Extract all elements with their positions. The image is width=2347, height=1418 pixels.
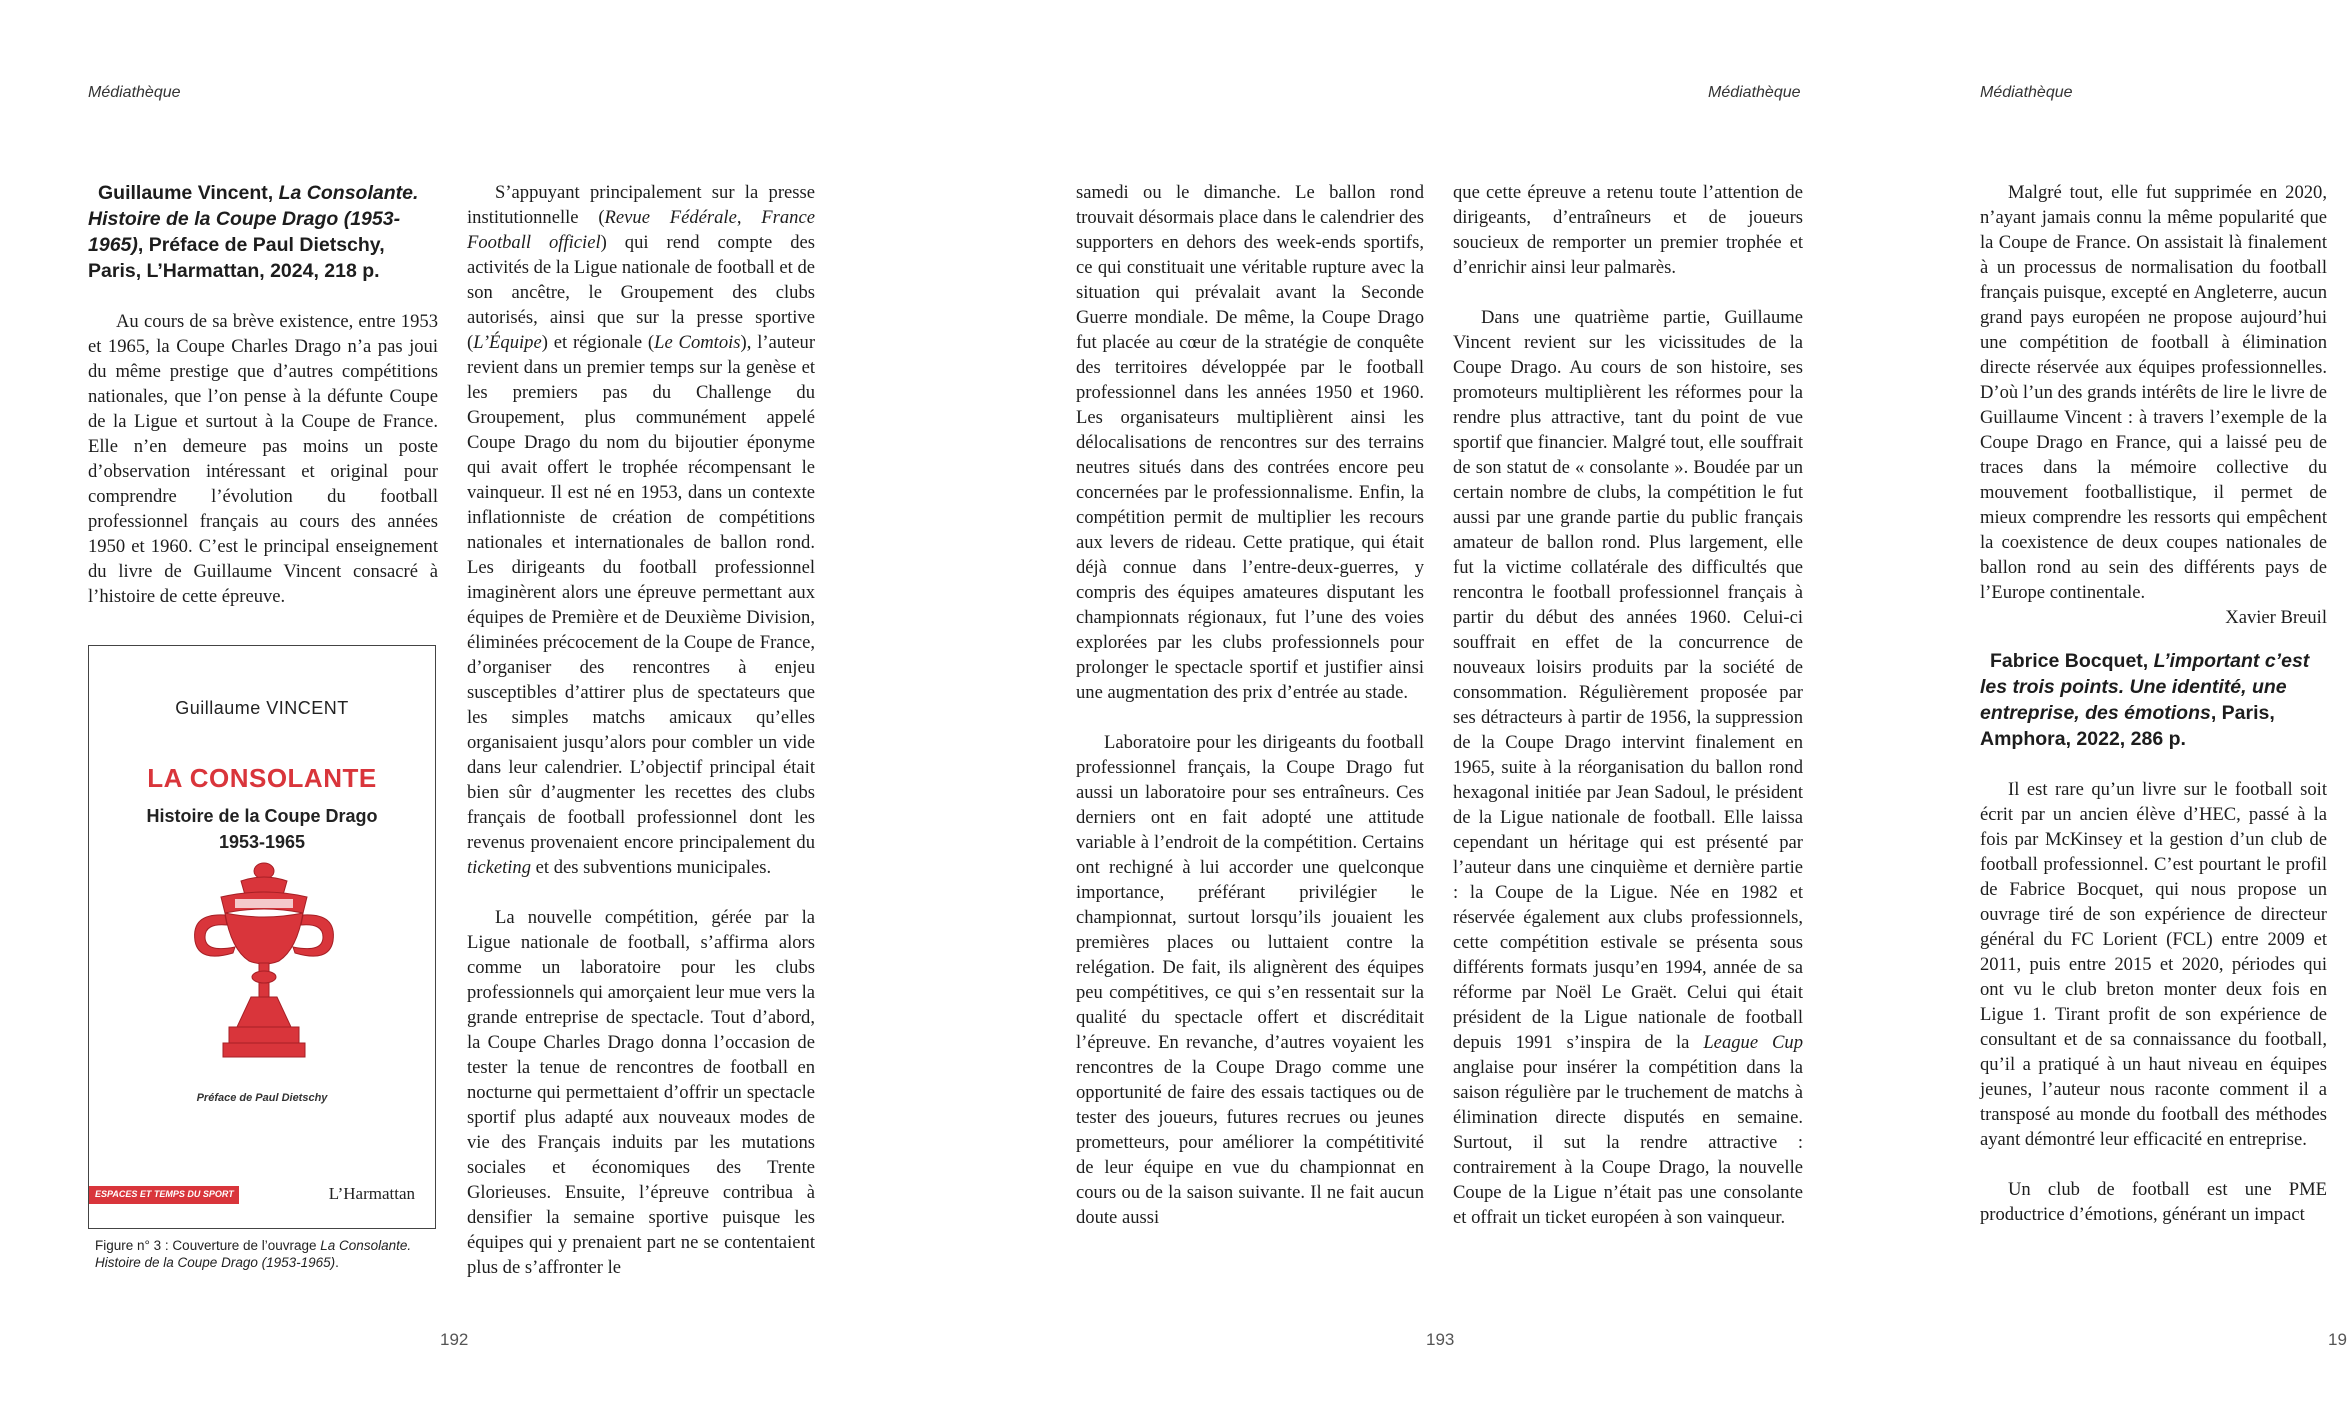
text-run-italic: L’Équipe (473, 332, 542, 353)
paragraph (467, 180, 815, 880)
paragraph: La nouvelle compétition, gérée par la Ligue nationale de football, s’affirma alors comme un laboratoire pour les clubs professionnels qui amorçaient leur mue vers la grande entreprise de spectacle. Tout d’abord, la Coupe Charles Drago donna l’occasion de tester la tenue de rencontres de football en nocturne qui permettaient d’offrir un spectacle sportif plus adapté aux nouveaux modes de vie des Français induits par les mutations sociales et économiques des Trente Glorieuses. Ensuite, l’épreuve contribua à densifier la semaine sportive puisque les équipes qui y prenaient part ne se contentaient plus de s’affronter le (467, 907, 815, 1278)
cover-subtitle (89, 803, 435, 855)
review-book-title: L’important c’est les trois points. Une identité, une entreprise, des émotions (1980, 650, 2310, 724)
text-run: ) et régionale ( (541, 332, 655, 353)
text-run: Dans une quatrième partie, Guillaume Vincent revient sur les vicissitudes de la Coupe Drago. Au cours de son histoire, ses promoteurs multiplièrent les réformes pour la rendre plus attractive, tant du point de vue sportif que financier. Malgré tout, elle souffrait de son statut de « consolante ». Boudée par un certain nombre de clubs, la compétition le fut aussi par une grande partie du public français amateur de ballon rond. Plus largement, elle fut la victime collatérale des difficultés que rencontra le football professionnel français à partir du début des années 1960. Celui-ci souffrait en effet de la concurrence de nouveaux loisirs produits par la société de consommation. Régulièrement proposée par ses détracteurs à partir de 1956, la suppression de la Coupe Drago intervint finalement en 1965, suite à la réorganisation du ballon rond hexagonal initiée par Jean Sadoul, le président de la Ligue nationale de football. Elle laissa cependant un héritage qui est présenté par l’auteur dans une cinquième et dernière partie : la Coupe de la Ligue. Née en 1982 et réservée également aux clubs professionnels, cette compétition estivale se présenta sous différents formats jusqu’en 1994, année de sa réforme par Noël Le Graët. Celui qui était président de la Ligue nationale de football depuis 1991 s’inspira de la (1453, 307, 1803, 1053)
cover-collection-label: ESPACES ET TEMPS DU SPORT (95, 1189, 234, 1199)
cover-collection-band (89, 1186, 239, 1204)
text-run-italic: League Cup (1703, 1032, 1803, 1053)
text-run: , (736, 207, 762, 228)
review-heading-2 (1980, 648, 2327, 752)
review-signature: Xavier Breuil (2225, 607, 2327, 628)
page-number-right: 19 (2328, 1330, 2347, 1349)
paragraph: que cette épreuve a retenu toute l’attention de dirigeants, d’entraîneurs et de joueurs soucieux de remporter un premier trophée et d’enrichir ainsi leur palmarès. (1453, 182, 1803, 278)
text-run: anglaise pour insérer la compétition dans la saison régulière par le truchement de matchs à élimination directe disputés en semaine. Surtout, il sut la rendre attractive : contrairement à la Coupe Drago, la nouvelle Coupe de la Ligue n’était pas une consolante et offrait un ticket européen à son vainqueur. (1453, 1057, 1803, 1228)
caption-prefix: Figure n° 3 : Couverture de l’ouvrage (95, 1238, 321, 1253)
paragraph: Malgré tout, elle fut supprimée en 2020, n’ayant jamais connu la même popularité que la Coupe de France. On assistait là finalement à un processus de normalisation du football français puisque, excepté en Angleterre, aucun grand pays européen ne propose aujourd’hui une compétition de football à élimination directe réservée aux équipes professionnelles. D’où l’un des grands intérêts de lire le livre de Guillaume Vincent : à travers l’exemple de la Coupe Drago en France, qui a laissé peu de traces dans la mémoire collective du mouvement footballistique, il permet de mieux comprendre les ressorts qui empêchent la coexistence de deux coupes nationales de ballon rond au sein des différents pays de l’Europe continentale. (1980, 182, 2327, 603)
paragraph: Au cours de sa brève existence, entre 1953 et 1965, la Coupe Charles Drago n’a pas joui du même prestige que d’autres compétitions nationales, que l’on pense à la défunte Coupe de la Ligue et surtout à la Coupe de France. Elle n’en demeure pas moins un poste d’observation intéressant et original pour comprendre l’évolution du football professionnel français au cours des années 1950 et 1960. C’est le principal enseignement du livre de Guillaume Vincent consacré à l’histoire de cette épreuve. (88, 311, 438, 607)
review-book-title: La Consolante. Histoire de la Coupe Drago (1953-1965) (88, 182, 419, 256)
cover-author: Guillaume VINCENT (175, 698, 349, 718)
cover-preface: Préface de Paul Dietschy (196, 1092, 328, 1104)
figure-caption (95, 1237, 445, 1271)
trophy-illustration (179, 851, 349, 1086)
running-header-left: Médiathèque (88, 84, 181, 101)
review-details: , Paris, Amphora, 2022, 286 p. (1980, 702, 2275, 750)
column-2 (467, 180, 815, 1280)
cover-title: LA CONSOLANTE (147, 763, 377, 793)
text-run-italic: Le Comtois (654, 332, 741, 353)
text-run-italic: Revue Fédérale (604, 207, 737, 228)
column-1 (88, 180, 438, 609)
cover-subtitle-years: 1953-1965 (218, 832, 306, 852)
paragraph: Il est rare qu’un livre sur le football soit écrit par un ancien élève d’HEC, passé à la fois par McKinsey et la gestion d’un club de football professionnel. C’est pourtant le profil de Fabrice Bocquet, qui nous propose un ouvrage tiré de son expérience de directeur général du FC Lorient (FCL) entre 2009 et 2011, puis entre 2015 et 2020, périodes qui ont vu le club breton monter deux fois en Ligue 1. Tirant profit de son expérience de consultant et de sa connaissance du football, qu’il a pratiqué à un haut niveau en équipes jeunes, l’auteur nous raconte comment il a transposé au monde du football des méthodes ayant démontré leur efficacité en entreprise. (1980, 779, 2327, 1150)
column-4 (1453, 180, 1803, 1230)
paragraph: Un club de football est une PME productrice d’émotions, générant un impact (1980, 1179, 2327, 1225)
review-author: Guillaume Vincent, (98, 182, 279, 204)
text-run: S’appuyant principalement sur la presse institutionnelle ( (467, 182, 815, 228)
paragraph: Laboratoire pour les dirigeants du football professionnel français, la Coupe Drago fut aussi un laboratoire pour ses entraîneurs. Ces derniers ont en fait adopté une attitude variable à l’endroit de la compétition. Certains ont rechigné à lui accorder une quelconque importance, préférant privilégier le championnat, surtout lorsqu’ils jouaient les premières places ou luttaient contre la relégation. De fait, ils alignèrent des équipes peu compétitives, ce qui s’en ressentait sur la qualité du spectacle offert et discréditait l’épreuve. En revanche, d’autres voyaient les rencontres de la Coupe Drago comme une opportunité de faire des essais tactiques ou de tester des joueurs, futures recrues ou jeunes prometteurs, pour améliorer la compétitivité de leur équipe en vue du championnat en cours ou de la saison suivante. Il ne fait aucun doute aussi (1076, 732, 1424, 1228)
text-run: ) qui rend compte des activités de la Ligue nationale de football et de son ancêtre, le Groupement des clubs autorisés, ainsi que sur la presse sportive ( (467, 232, 815, 353)
column-3 (1076, 180, 1424, 1230)
running-header-right: Médiathèque (1980, 84, 2073, 101)
page-number-left: 192 (440, 1330, 469, 1349)
paragraph: samedi ou le dimanche. Le ballon rond trouvait désormais place dans le calendrier des supporters en dehors des week-ends sportifs, ce qui constituait une véritable rupture avec la situation qui prévalait avant la Seconde Guerre mondiale. De même, la Coupe Drago fut placée au cœur de la stratégie de conquête des territoires développée par le football professionnel dans les années 1950 et 1960. Les organisateurs multiplièrent ainsi les délocalisations de rencontres sur des terrains neutres situés dans des contrées encore peu concernées par le professionnalisme. Enfin, la compétition permit de multiplier les recours aux levers de rideau. Cette pratique, qui était déjà connue dans l’entre-deux-guerres, y compris des équipes amateures disputant les championnats régionaux, fut l’une des voies explorées par les clubs professionnels pour prolonger le spectacle sportif et justifier ainsi une augmentation des prix d’entrée au stade. (1076, 182, 1424, 703)
text-run: ), l’auteur revient dans un premier temps sur la genèse et les premiers pas du Challenge du Groupement, plus communément appelé Coupe Drago du nom du bijoutier éponyme qui avait offert le trophée récompensant le vainqueur. Il est né en 1953, dans un contexte inflationniste de création de compétitions nationales et internationales de ballon rond. Les dirigeants du football professionnel imaginèrent alors une épreuve permettant aux équipes de Première et de Deuxième Division, éliminées précocement de la Coupe de France, d’organiser des rencontres à enjeu susceptibles d’attirer plus de spectateurs que les simples matchs amicaux qu’elles organisaient jusqu’alors pour combler un vide dans leur calendrier. L’objectif principal était bien sûr d’augmenter les recettes des clubs français de football professionnel dont les revenus provenaient encore principalement du (467, 332, 816, 853)
text-run: et des subventions municipales. (531, 857, 772, 878)
text-run-italic: ticketing (467, 857, 532, 878)
caption-suffix: . (335, 1255, 339, 1270)
review-details: , Préface de Paul Dietschy, Paris, L’Harmattan, 2024, 218 p. (88, 234, 385, 282)
paragraph (1453, 305, 1803, 1230)
running-header-middle: Médiathèque (1708, 84, 1801, 101)
cover-subtitle-line: Histoire de la Coupe Drago (146, 806, 378, 826)
caption-title: La Consolante. Histoire de la Coupe Drago (1953-1965) (95, 1238, 412, 1270)
text-run-italic: France Football officiel (467, 207, 815, 253)
cover-publisher-logo: L’Harmattan (328, 1184, 415, 1203)
column-5 (1980, 180, 2327, 1227)
review-author: Fabrice Bocquet, (1990, 650, 2154, 672)
page-number-middle: 193 (1426, 1330, 1455, 1349)
book-cover-image (88, 645, 436, 1229)
review-heading-1 (88, 180, 438, 284)
